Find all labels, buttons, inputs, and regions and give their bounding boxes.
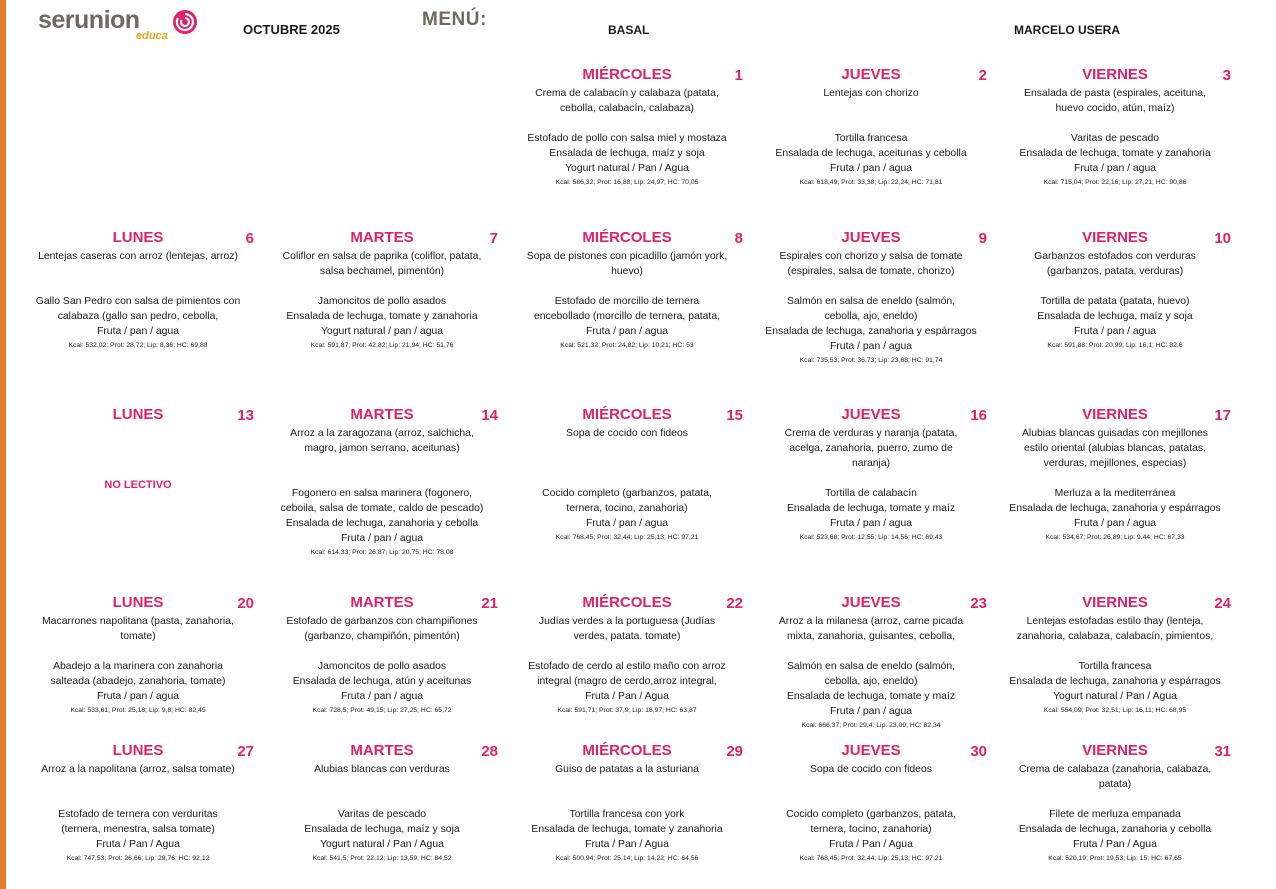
day-cell bbox=[993, 64, 1237, 189]
day-name: MARTES bbox=[350, 229, 414, 246]
day-name: VIERNES bbox=[1082, 594, 1148, 611]
day-cell bbox=[505, 404, 749, 544]
first-course-line: Espirales con chorizo y salsa de tomate bbox=[779, 251, 963, 262]
first-course-line: salsa bechamel, pimentón) bbox=[319, 266, 445, 277]
second-course-line: Salmón en salsa de eneldo (salmón, bbox=[786, 296, 956, 307]
nutrition-info: Kcal: 614,33; Prot: 26,87; Lip: 20,75; HC: 78,08 bbox=[310, 549, 454, 556]
nutrition-info: Kcal: 728,5; Prot: 49,15; Lip: 27,25; HC: 65,72 bbox=[312, 707, 452, 714]
day-date: 17 bbox=[1214, 407, 1231, 424]
day-header bbox=[749, 64, 993, 86]
second-course-line: Cocido completo (garbanzos, patata, bbox=[786, 809, 956, 820]
day-header bbox=[505, 404, 749, 426]
side-line: Fruta / Pan / Agua bbox=[1073, 839, 1157, 850]
day-cell bbox=[993, 404, 1237, 544]
side-line: Fruta / pan / agua bbox=[1073, 518, 1157, 529]
day-name: VIERNES bbox=[1082, 229, 1148, 246]
day-cell bbox=[16, 404, 260, 493]
day-header bbox=[993, 592, 1237, 614]
left-edge-bar bbox=[0, 0, 6, 889]
first-course-line: acelga, zanahoria, puerro, zumo de bbox=[789, 443, 953, 454]
nutrition-info: Kcal: 735,53; Prot: 36,73; Lip: 23,68; HC: 91,74 bbox=[799, 357, 943, 364]
day-cell bbox=[260, 740, 504, 865]
side-line: Fruta / pan / agua bbox=[829, 163, 913, 174]
day-name: LUNES bbox=[112, 229, 164, 246]
nutrition-info: Kcal: 747,53; Prot: 26,66; Lip: 29,76; HC: 92,12 bbox=[66, 855, 210, 862]
day-cell bbox=[505, 592, 749, 717]
second-course-line: Filete de merluza empanada bbox=[1049, 809, 1181, 820]
first-course-line: huevo) bbox=[611, 266, 643, 277]
nutrition-info: Kcal: 768,45; Prot: 32,44; Lip: 25,13; HC: 97,21 bbox=[555, 534, 699, 541]
day-name: MARTES bbox=[350, 406, 414, 423]
second-course-line: cebolla, ajo, eneldo) bbox=[824, 676, 918, 687]
second-course-line: Tortilla de calabacín bbox=[825, 488, 917, 499]
day-header bbox=[505, 227, 749, 249]
first-course-line: tomate) bbox=[120, 631, 156, 642]
day-date: 8 bbox=[734, 230, 743, 247]
nutrition-info: Kcal: 533,61; Prot: 25,18; Lip: 9,8; HC: 82,45 bbox=[70, 707, 206, 714]
side-line: Fruta / pan / agua bbox=[585, 518, 669, 529]
side-line: Yogurt natural / Pan / Agua bbox=[565, 163, 689, 174]
day-date: 16 bbox=[970, 407, 987, 424]
menu-title: MENÚ: bbox=[422, 9, 487, 30]
side-line: Ensalada de lechuga, atún y aceitunas bbox=[292, 676, 472, 687]
first-course-line: Arroz a la milanesa (arroz, carne picada bbox=[778, 616, 964, 627]
first-course-line: Ensalada de pasta (espirales, aceituna, bbox=[1024, 88, 1206, 99]
second-course-line: Gallo San Pedro con salsa de pimientos con bbox=[35, 296, 241, 307]
first-course-line: patata) bbox=[1098, 779, 1132, 790]
first-course-line: mixta, zanahoria, guisantes, cebolla, bbox=[786, 631, 956, 642]
day-cell bbox=[16, 227, 260, 352]
day-date: 14 bbox=[481, 407, 498, 424]
side-line: Fruta / pan / agua bbox=[340, 691, 424, 702]
serunion-logo bbox=[38, 6, 203, 42]
second-course-line: Estofado de ternera con verduritas bbox=[58, 809, 218, 820]
side-line: Fruta / pan / agua bbox=[829, 341, 913, 352]
day-name: LUNES bbox=[112, 406, 164, 423]
day-date: 3 bbox=[1222, 67, 1231, 84]
side-line: Ensalada de lechuga, tomate y maíz bbox=[786, 691, 956, 702]
day-date: 22 bbox=[726, 595, 743, 612]
side-line: Fruta / Pan / Agua bbox=[585, 691, 669, 702]
first-course-line: magro, jamon serrano, aceitunas) bbox=[304, 443, 460, 454]
second-course-line: Cocido completo (garbanzos, patata, bbox=[542, 488, 712, 499]
nutrition-info: Kcal: 591,88; Prot: 20,99; Lip: 16,1; HC: 82,6 bbox=[1047, 342, 1183, 349]
nutrition-info: Kcal: 500,94; Prot: 25,14; Lip: 14,22; HC: 64,56 bbox=[555, 855, 699, 862]
second-course-line: Fogonero en salsa marinera (fogonero, bbox=[291, 488, 473, 499]
day-name: MIÉRCOLES bbox=[582, 229, 672, 246]
first-course-line: huevo cocido, atún, maíz) bbox=[1055, 103, 1175, 114]
nutrition-info: Kcal: 532,02; Prot: 28,72; Lip: 8,36; HC: 69,88 bbox=[68, 342, 208, 349]
side-line: Fruta / pan / agua bbox=[96, 326, 180, 337]
day-header bbox=[260, 592, 504, 614]
side-line: Ensalada de lechuga, maíz y soja bbox=[549, 148, 705, 159]
first-course-line: Lentejas con chorizo bbox=[823, 88, 919, 99]
day-name: LUNES bbox=[112, 742, 164, 759]
side-line: Ensalada de lechuga, zanahoria y cebolla bbox=[285, 518, 479, 529]
day-date: 23 bbox=[970, 595, 987, 612]
first-course-line: Sopa de pistones con picadillo (jamón york, bbox=[526, 251, 728, 262]
day-cell bbox=[260, 227, 504, 352]
day-name: JUEVES bbox=[841, 742, 901, 759]
side-line: Ensalada de lechuga, tomate y maíz bbox=[786, 503, 956, 514]
first-course-line: estilo oriental (alubias blancas, patatas, bbox=[1024, 443, 1206, 454]
side-line: Ensalada de lechuga, tomate y zanahoria bbox=[531, 824, 723, 835]
day-cell bbox=[749, 227, 993, 367]
day-name: VIERNES bbox=[1082, 406, 1148, 423]
second-course-line: Tortilla de patata (patata, huevo) bbox=[1040, 296, 1190, 307]
day-date: 10 bbox=[1214, 230, 1231, 247]
day-date: 15 bbox=[726, 407, 743, 424]
day-cell bbox=[993, 592, 1237, 717]
nutrition-info: Kcal: 523,68; Prot: 12,55; Lip: 14,56; HC: 69,43 bbox=[799, 534, 943, 541]
side-line: Fruta / pan / agua bbox=[96, 691, 180, 702]
logo-sub: educa bbox=[136, 30, 168, 42]
day-header bbox=[749, 227, 993, 249]
day-header bbox=[16, 592, 260, 614]
day-cell bbox=[749, 740, 993, 865]
nutrition-info: Kcal: 554,09; Prot: 32,51; Lip: 16,11; HC: 68,95 bbox=[1043, 707, 1187, 714]
day-header bbox=[749, 404, 993, 426]
first-course-line: naranja) bbox=[851, 458, 891, 469]
day-date: 6 bbox=[245, 230, 254, 247]
second-course-line: Tortilla francesa con york bbox=[569, 809, 685, 820]
day-date: 7 bbox=[489, 230, 498, 247]
side-line: Fruta / Pan / Agua bbox=[96, 839, 180, 850]
side-line: Fruta / pan / agua bbox=[1073, 163, 1157, 174]
day-header bbox=[16, 740, 260, 762]
side-line: Fruta / pan / agua bbox=[585, 326, 669, 337]
side-line: Yogurt natural / pan / agua bbox=[320, 326, 444, 337]
second-course-line: ternera, tocino, zanahoria) bbox=[566, 503, 688, 514]
day-cell bbox=[260, 404, 504, 559]
first-course-line: verdes, patata. tomate) bbox=[573, 631, 681, 642]
day-date: 9 bbox=[978, 230, 987, 247]
day-cell bbox=[505, 227, 749, 352]
first-course-line: (espirales, salsa de tomate, chorizo) bbox=[787, 266, 955, 277]
first-course-line: Arroz a la napolitana (arroz, salsa tomate) bbox=[41, 764, 235, 775]
day-name: MIÉRCOLES bbox=[582, 66, 672, 83]
nutrition-info: Kcal: 541,5; Prot: 22,12; Lip: 13,59; HC: 84,52 bbox=[312, 855, 452, 862]
day-date: 1 bbox=[734, 67, 743, 84]
day-cell bbox=[749, 404, 993, 544]
first-course-line: Coliflor en salsa de paprika (coliflor, patata, bbox=[282, 251, 482, 262]
day-header bbox=[993, 64, 1237, 86]
nutrition-info: Kcal: 520,19; Prot: 19,53; Lip: 15; HC: 67,65 bbox=[1048, 855, 1182, 862]
first-course-line: verduras, mejillones, especias) bbox=[1043, 458, 1187, 469]
day-cell bbox=[260, 592, 504, 717]
side-line: Ensalada de lechuga, zanahoria y espárragos bbox=[1009, 676, 1221, 687]
day-cell bbox=[505, 740, 749, 865]
day-name: JUEVES bbox=[841, 594, 901, 611]
side-line: Ensalada de lechuga, zanahoria y espárragos bbox=[765, 326, 977, 337]
day-date: 24 bbox=[1214, 595, 1231, 612]
first-course-line: Arroz a la zaragozana (arroz, salchicha, bbox=[290, 428, 474, 439]
day-date: 2 bbox=[978, 67, 987, 84]
second-course-line: ceboila, salsa de tomate, caldo de pescado) bbox=[280, 503, 484, 514]
side-line: Ensalada de lechuga, maíz y soja bbox=[1037, 311, 1193, 322]
first-course-line: cebolla, calabacín, calabaza) bbox=[559, 103, 694, 114]
side-line: Ensalada de lechuga, aceitunas y cebolla bbox=[775, 148, 967, 159]
first-course-line: (garbanzos, patata, verduras) bbox=[1046, 266, 1184, 277]
side-line: Fruta / Pan / Agua bbox=[829, 839, 913, 850]
first-course-line: zanahoria, calabaza, calabacín, pimientos, bbox=[1016, 631, 1214, 642]
day-cell bbox=[749, 592, 993, 732]
day-cell bbox=[749, 64, 993, 189]
nutrition-info: Kcal: 521,32; Prot: 24,82; Lip: 10,21; HC: 53 bbox=[560, 342, 694, 349]
day-date: 30 bbox=[970, 743, 987, 760]
nutrition-info: Kcal: 586,32; Prot: 16,88; Lip: 24,97; HC: 70,05 bbox=[555, 179, 699, 186]
day-date: 13 bbox=[237, 407, 254, 424]
second-course-line: Abadejo a la marinera con zanahoria bbox=[53, 661, 223, 672]
day-date: 20 bbox=[237, 595, 254, 612]
side-line: Ensalada de lechuga, maíz y soja bbox=[304, 824, 460, 835]
day-name: MARTES bbox=[350, 594, 414, 611]
day-cell bbox=[16, 740, 260, 865]
day-cell bbox=[993, 740, 1237, 865]
day-header bbox=[993, 740, 1237, 762]
first-course-line: Garbanzos estofados con verduras bbox=[1034, 251, 1196, 262]
first-course-line: Lentejas estofadas estilo thay (lenteja, bbox=[1026, 616, 1204, 627]
no-lectivo-label: NO LECTIVO bbox=[104, 479, 172, 491]
second-course-line: Tortilla francesa bbox=[834, 133, 908, 144]
side-line: Ensalada de lechuga, tomate y zanahoria bbox=[286, 311, 478, 322]
day-header bbox=[993, 227, 1237, 249]
second-course-line: cebolla, ajo, eneldo) bbox=[824, 311, 918, 322]
second-course-line: Estofado de morcillo de ternera bbox=[554, 296, 700, 307]
rose-logo-icon bbox=[171, 8, 199, 36]
first-course-line: Crema de calabaza (zanahoria, calabaza, bbox=[1018, 764, 1212, 775]
side-line: Ensalada de lechuga, zanahoria y cebolla bbox=[1018, 824, 1212, 835]
second-course-line: Estofado de cerdo al estilo maño con arroz bbox=[528, 661, 726, 672]
side-line: Fruta / pan / agua bbox=[829, 518, 913, 529]
first-course-line: Sopa de cocido con fideos bbox=[566, 428, 688, 439]
day-name: JUEVES bbox=[841, 66, 901, 83]
school-name: MARCELO USERA bbox=[1014, 23, 1121, 37]
second-course-line: Varitas de pescado bbox=[1070, 133, 1160, 144]
side-line: Fruta / pan / agua bbox=[1073, 326, 1157, 337]
second-course-line: Tortilla francesa bbox=[1078, 661, 1152, 672]
day-name: VIERNES bbox=[1082, 742, 1148, 759]
day-header bbox=[749, 592, 993, 614]
day-header bbox=[993, 404, 1237, 426]
nutrition-info: Kcal: 768,45; Prot: 32,44; Lip: 25,13; HC: 97,21 bbox=[799, 855, 943, 862]
second-course-line: Merluza a la mediterránea bbox=[1054, 488, 1176, 499]
day-name: MIÉRCOLES bbox=[582, 594, 672, 611]
day-name: MIÉRCOLES bbox=[582, 742, 672, 759]
second-course-line: Estofado de pollo con salsa miel y mostaza bbox=[527, 133, 727, 144]
menu-type: BASAL bbox=[608, 23, 650, 37]
first-course-line: Lentejas caseras con arroz (lentejas, arroz) bbox=[38, 251, 238, 262]
side-line: Ensalada de lechuga, tomate y zanahoria bbox=[1019, 148, 1211, 159]
first-course-line: Crema de verduras y naranja (patata, bbox=[784, 428, 958, 439]
day-date: 28 bbox=[481, 743, 498, 760]
day-header bbox=[749, 740, 993, 762]
second-course-line: calabaza (gallo san pedro, cebolla, bbox=[57, 311, 219, 322]
day-header bbox=[16, 404, 260, 426]
day-header bbox=[260, 740, 504, 762]
first-course-line: Estofado de garbanzos con champiñones bbox=[286, 616, 478, 627]
side-line: Fruta / Pan / Agua bbox=[585, 839, 669, 850]
day-name: MIÉRCOLES bbox=[582, 406, 672, 423]
second-course-line: encebollado (morcillo de ternera, patata, bbox=[534, 311, 720, 322]
logo-word: serunion bbox=[38, 6, 140, 34]
nutrition-info: Kcal: 534,67; Prot: 26,89; Lip: 9,44; HC: 67,33 bbox=[1045, 534, 1185, 541]
second-course-line: Salmón en salsa de eneldo (salmón, bbox=[786, 661, 956, 672]
day-name: LUNES bbox=[112, 594, 164, 611]
day-name: JUEVES bbox=[841, 406, 901, 423]
day-header bbox=[505, 592, 749, 614]
first-course-line: Alubias blancas guisadas con mejillones bbox=[1022, 428, 1208, 439]
nutrition-info: Kcal: 666,37; Prot: 29,4; Lip: 23,09; HC: 82,34 bbox=[801, 722, 941, 729]
second-course-line: Varitas de pescado bbox=[337, 809, 427, 820]
first-course-line: Macarrones napolitana (pasta, zanahoria, bbox=[42, 616, 234, 627]
day-date: 31 bbox=[1214, 743, 1231, 760]
side-line: Yogurt natural / Pan / Agua bbox=[320, 839, 444, 850]
nutrition-info: Kcal: 715,04; Prot: 22,16; Lip: 27,21; HC: 90,86 bbox=[1043, 179, 1187, 186]
side-line: Fruta / pan / agua bbox=[829, 706, 913, 717]
month-title: OCTUBRE 2025 bbox=[243, 22, 340, 37]
day-header bbox=[505, 64, 749, 86]
first-course-line: Sopa de cocido con fideos bbox=[810, 764, 932, 775]
day-header bbox=[16, 227, 260, 249]
day-cell bbox=[505, 64, 749, 189]
day-header bbox=[505, 740, 749, 762]
second-course-line: integral (magro de cerdo,arroz integral, bbox=[537, 676, 717, 687]
nutrition-info: Kcal: 591,71; Prot: 37,9; Lip: 18,97; HC: 63,87 bbox=[557, 707, 697, 714]
day-date: 27 bbox=[237, 743, 254, 760]
day-date: 21 bbox=[481, 595, 498, 612]
first-course-line: Judías verdes a la portuguesa (Judías bbox=[538, 616, 716, 627]
first-course-line: Crema de calabacín y calabaza (patata, bbox=[535, 88, 719, 99]
second-course-line: Jamoncitos de pollo asados bbox=[317, 296, 447, 307]
first-course-line: Alubias blancas con verduras bbox=[314, 764, 450, 775]
day-cell bbox=[16, 592, 260, 717]
side-line: Yogurt natural / Pan / Agua bbox=[1053, 691, 1177, 702]
day-date: 29 bbox=[726, 743, 743, 760]
nutrition-info: Kcal: 618,49; Prot: 33,38; Lip: 22,24; HC: 71,81 bbox=[799, 179, 943, 186]
day-name: MARTES bbox=[350, 742, 414, 759]
first-course-line: (garbanzo, champiñón, pimentón) bbox=[304, 631, 460, 642]
day-cell bbox=[993, 227, 1237, 352]
day-name: JUEVES bbox=[841, 229, 901, 246]
second-course-line: salteada (abadejo, zanahoria, tomate) bbox=[50, 676, 226, 687]
second-course-line: Jamoncitos de pollo asados bbox=[317, 661, 447, 672]
side-line: Ensalada de lechuga, zanahoria y espárragos bbox=[1009, 503, 1221, 514]
side-line: Fruta / pan / agua bbox=[340, 533, 424, 544]
first-course-line: Guiso de patatas a la asturiana bbox=[555, 764, 699, 775]
second-course-line: ternera, tocino, zanahoria) bbox=[810, 824, 932, 835]
day-name: VIERNES bbox=[1082, 66, 1148, 83]
day-header bbox=[260, 404, 504, 426]
day-header bbox=[260, 227, 504, 249]
nutrition-info: Kcal: 591,87; Prot: 42,82; Lip: 21,94; HC: 51,76 bbox=[310, 342, 454, 349]
second-course-line: (ternera, menestra, salsa tomate) bbox=[61, 824, 215, 835]
